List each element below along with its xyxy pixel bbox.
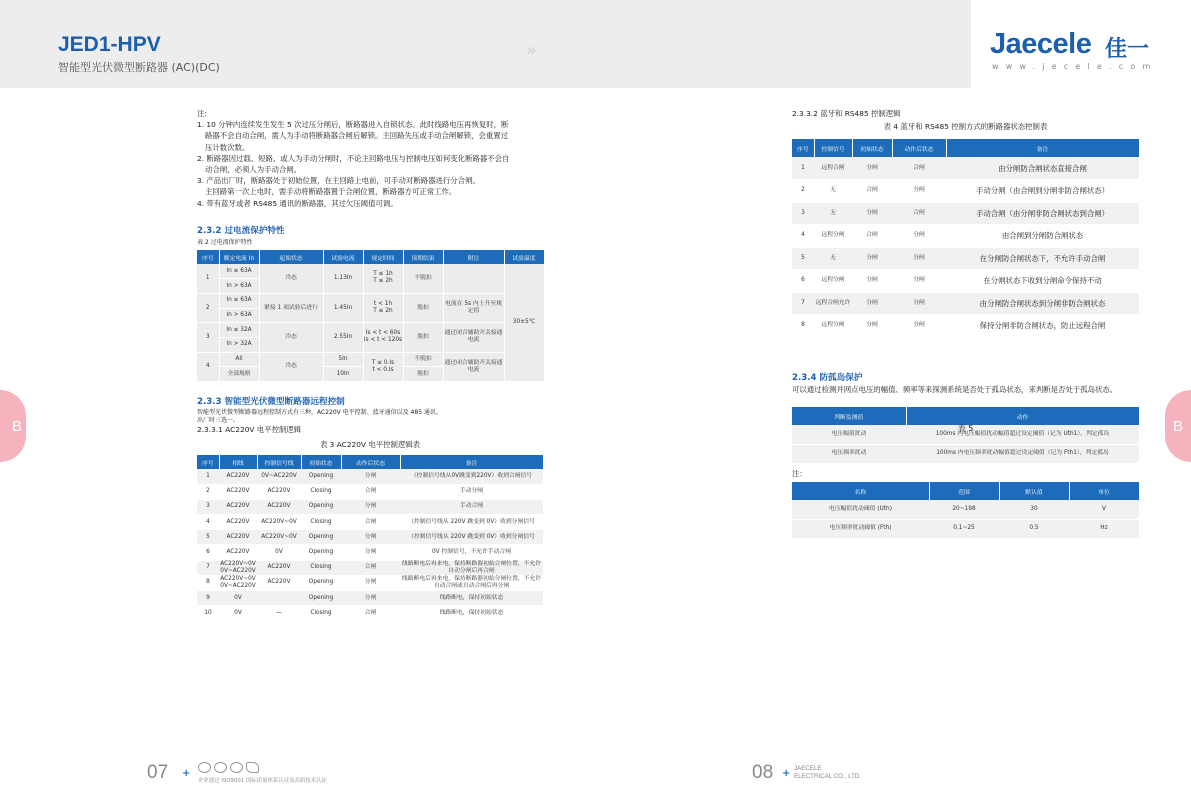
table-cell: 0V	[219, 606, 257, 621]
table-cell: 9	[197, 591, 219, 606]
section-heading-233: 2.3.3 智能型光伏微型断路器远程控制	[197, 397, 345, 407]
table-cell: 4	[792, 225, 814, 248]
table-2-caption: 表 2 过电流保护特性	[197, 239, 253, 246]
table-row: 1 In ≤ 63A 冷态 1.13In T ≤ 1h T ≤ 2h 不脱扣 30±5℃	[197, 264, 544, 279]
table-cell: 分闸	[852, 292, 892, 315]
column-header: 范围	[929, 482, 999, 500]
table-cell: 30	[999, 500, 1069, 519]
column-header: 初始状态	[852, 139, 892, 157]
table-row	[197, 575, 543, 590]
note-line: 1. 10 分钟内连续发生发生 5 次过压分闸后，断路器进入自锁状态。此时线路电压再恢复时，断	[197, 120, 509, 130]
table-cell: 合闸	[341, 606, 400, 621]
column-header: 备注	[946, 139, 1139, 157]
table-cell: AC220V	[219, 469, 257, 484]
product-title: JED1-HPV	[58, 33, 161, 56]
note-line: 2. 断路器因过载、短路、或人为手动分闸时，不论主回路电压与控制电压如何变化断路器不会自	[197, 153, 510, 163]
page-number-right: 08	[752, 762, 774, 783]
table-cell: （控制信号线从 220V 跳变到 0V）收到分闸信号	[400, 515, 543, 530]
table-row	[792, 500, 1139, 519]
table-cell: AC220V	[257, 484, 301, 499]
table-cell: AC220V~0V 0V~AC220V	[220, 560, 256, 574]
table-cell: 6	[197, 545, 219, 560]
notes-block	[197, 108, 547, 209]
table-cell: 分闸	[892, 247, 946, 270]
table-row	[197, 499, 543, 514]
table-row: 2 In ≤ 63A 紧接 1 项试验后进行 1.45In t < 1h T ≤ 2h 脱扣 电流在 5s 内上升至规定值	[197, 293, 544, 308]
table-cell: AC220V	[219, 545, 257, 560]
table-cell: AC220V	[257, 499, 301, 514]
table-cell: 分闸	[341, 591, 400, 606]
table-cell: AC220V	[257, 575, 301, 590]
subsection-heading-2331: 2.3.3.1 AC220V 电平控制逻辑	[197, 425, 302, 434]
table-cell: 7	[197, 560, 219, 575]
column-header: 初始状态	[301, 455, 341, 469]
table-row	[197, 606, 543, 621]
table-cell: 分闸	[892, 225, 946, 248]
table-cell: 4	[197, 515, 219, 530]
table-cell: 分闸	[852, 202, 892, 225]
table-4-caption: 表 4 蓝牙和 RS485 控制方式的断路器状态控制表	[883, 122, 1048, 131]
table-cell: Hz	[1069, 519, 1139, 538]
table-cell	[257, 591, 301, 606]
column-header: 试验电流	[323, 250, 363, 264]
table-row	[792, 292, 1139, 315]
table-cell: 由分闸防合闸状态到分闸非防合闸状态	[946, 292, 1139, 315]
table-cell: 0V 控制信号，不允许手动合闸	[400, 545, 543, 560]
table-cell: 8	[197, 575, 219, 590]
table-row	[792, 157, 1139, 180]
table-cell: Opening	[301, 499, 341, 514]
column-header: 序号	[792, 139, 814, 157]
section-233-desc: 出厂时三选一。	[197, 417, 240, 424]
certification-icons	[198, 762, 259, 773]
table-cell: AC220V	[219, 484, 257, 499]
table-cell: AC220V	[219, 530, 257, 545]
column-header: 额定电流 In	[219, 250, 259, 264]
table-row	[792, 270, 1139, 293]
notes-heading: 注：	[792, 469, 807, 478]
table-cell: 分闸	[892, 180, 946, 203]
brand-url: www.jecele.com	[992, 62, 1158, 71]
table-row	[792, 225, 1139, 248]
section-heading-234: 2.3.4 防孤岛保护	[792, 373, 863, 383]
table-cell: 分闸	[341, 530, 400, 545]
test-temperature: 30±5℃	[504, 264, 544, 382]
table-cell: 线路断电，保持初始状态	[400, 606, 543, 621]
plus-icon: +	[182, 768, 191, 779]
table-cell: 保持分闸非防合闸状态，防止远程合闸	[946, 315, 1139, 338]
leaf-icon	[246, 762, 259, 773]
table-cell: Opening	[301, 469, 341, 484]
note-line: 4. 带有蓝牙或者 RS485 通讯的断路器，其过欠压阈值可调。	[197, 198, 398, 208]
table-cell: 分闸	[892, 315, 946, 338]
brand-logo: Jaecele	[990, 28, 1092, 60]
table-cell: 手动合闸（由分闸非防合闸状态到合闸）	[946, 202, 1139, 225]
table-cell: 远程合闸允许	[814, 292, 852, 315]
table-cell: 5	[792, 247, 814, 270]
table-cell: 在分闸状态下收到分闸命令保持不动	[946, 270, 1139, 293]
table-cell: 20~198	[929, 500, 999, 519]
table-cell: 10	[197, 606, 219, 621]
table-row	[792, 180, 1139, 203]
plus-icon: +	[782, 768, 791, 779]
table-cell: Opening	[301, 545, 341, 560]
table-cell: 1	[792, 157, 814, 180]
table-cell: 合闸	[852, 180, 892, 203]
page-number-left: 07	[147, 762, 169, 783]
table-row	[197, 545, 543, 560]
table-cell: 手动分闸	[400, 484, 543, 499]
table-cell: Closing	[301, 606, 341, 621]
chevron-right-icon: »	[526, 40, 534, 61]
column-header: 控制信号	[814, 139, 852, 157]
table-cell: Closing	[301, 484, 341, 499]
table-cell: 2	[197, 484, 219, 499]
table-cell: 合闸	[341, 515, 400, 530]
note-line: 3. 产品出厂时，断路器处于初始位置，在主回路上电前，可手动对断路器进行分合闸。	[197, 176, 480, 186]
section-tab-left: B	[0, 390, 26, 462]
table-cell: AC220V~0V	[257, 515, 301, 530]
note-line: 主回路第一次上电时，需手动将断路器置于合闸位置，断路器方可正常工作。	[205, 187, 457, 197]
product-subtitle: 智能型光伏微型断路器 (AC)(DC)	[58, 61, 220, 74]
note-line: 路器不会自动合闸，需人为手动将断路器合闸后解锁。主回路失压或手动合闸解锁，会重置过	[205, 131, 509, 141]
column-header: 附注	[443, 250, 504, 264]
table-row	[197, 530, 543, 545]
table-cell: 线路断电后再来电，保持断路器初始分闸位置，不允许自动合闸或自动合闸后再分闸	[401, 575, 542, 589]
table-cell: AC220V	[257, 560, 301, 575]
table-cell: 分闸	[341, 545, 400, 560]
table-cell: AC220V~0V 0V~AC220V	[220, 575, 256, 589]
table-cell: 分闸	[852, 157, 892, 180]
ccc-icon	[230, 762, 243, 773]
table-cell: AC220V	[219, 499, 257, 514]
table-cell: 在分闸防合闸状态下，不允许手动合闸	[946, 247, 1139, 270]
table-cell: 分闸	[852, 270, 892, 293]
table-cell: 线路断电，保持初始状态	[400, 591, 543, 606]
company-name: JAECELE ELECTRICAL CO., LTD.	[794, 765, 862, 780]
table-cell: 电压频率扰动阈值 (Fth)	[792, 519, 929, 538]
notes-heading: 注:	[197, 109, 207, 118]
column-header: 相线	[219, 455, 257, 469]
table-cell: 6	[792, 270, 814, 293]
column-header: 序号	[197, 250, 219, 264]
table-cell: 手动合闸	[400, 499, 543, 514]
table-cell: V	[1069, 500, 1139, 519]
table-cell: Closing	[301, 560, 341, 575]
column-header: 起始状态	[259, 250, 323, 264]
table-cell: 1	[197, 469, 219, 484]
column-header: 控制信号线	[257, 455, 301, 469]
note-line: 动合闸，必须人为手动合闸。	[205, 165, 302, 175]
table-cell: 由合闸到分闸防合闸状态	[946, 225, 1139, 248]
table-cell: 无	[814, 202, 852, 225]
table-row	[197, 591, 543, 606]
table-cell: 3	[792, 202, 814, 225]
table-row	[792, 519, 1139, 538]
table-cell: 电压幅值扰动阈值 (Uth)	[792, 500, 929, 519]
table-cell: 电压幅值扰动	[792, 425, 906, 444]
table-cell: Closing	[301, 515, 341, 530]
table-cell: 线路断电后再来电，保持断路器初始合闸位置，不允许自动分闸后再合闸	[401, 560, 542, 574]
table-cell: 0V~AC220V	[257, 469, 301, 484]
table-cell: 合闸	[341, 560, 400, 575]
table-cell: 8	[792, 315, 814, 338]
table-cell: 远程分闸	[814, 225, 852, 248]
table-cell: 无	[814, 247, 852, 270]
column-header: 默认值	[999, 482, 1069, 500]
column-header: 序号	[197, 455, 219, 469]
header-right-band	[596, 0, 971, 88]
section-heading-232: 2.3.2 过电流保护特性	[197, 226, 285, 236]
table-row	[792, 444, 1139, 463]
table-row: 4 All 冷态 5In T ≤ 0.Is t < 0.Is 不脱扣 通过闭合辅助开关接通电流	[197, 352, 544, 367]
brand-logo-cn: 佳一	[1105, 37, 1150, 62]
table-cell: （控制信号线从 220V 跳变到 0V）收到分闸信号	[400, 530, 543, 545]
table-cell: 分闸	[341, 469, 400, 484]
column-header: 判断监测值	[792, 407, 906, 425]
table-cell: 远程分闸	[814, 315, 852, 338]
table-cell: AC220V~0V	[257, 530, 301, 545]
table-cell: 100ms 内电压频率扰动幅值超过设定阈值（记为 Fth1），判定孤岛	[906, 444, 1139, 463]
ce-icon	[214, 762, 227, 773]
table-row	[792, 202, 1139, 225]
section-tab-right: B	[1165, 390, 1191, 462]
subsection-heading-2332: 2.3.3.2 蓝牙和 RS485 控制逻辑	[792, 109, 901, 118]
certification-text: 企业通过 ISO9001 国际质量体系认证及高新技术认证	[198, 778, 327, 784]
table-cell: 合闸	[852, 225, 892, 248]
table-cell: AC220V	[219, 515, 257, 530]
column-header: 动作	[906, 407, 1139, 425]
column-header: 规定时间	[363, 250, 403, 264]
table-cell: 由分闸防合闸状态直接合闸	[946, 157, 1139, 180]
table-cell: 分闸	[852, 315, 892, 338]
table-row	[792, 315, 1139, 338]
table-row	[197, 469, 543, 484]
column-header: 动作后状态	[892, 139, 946, 157]
table-cell: 合闸	[892, 157, 946, 180]
table-cell: 分闸	[341, 575, 400, 590]
column-header: 预期结果	[403, 250, 443, 264]
table-3-ac220v	[197, 455, 544, 621]
table-row: 3 In ≤ 32A 冷态 2.55In Is < t < 60s Is < t < 120s 脱扣 通过闭合辅助开关接通电流	[197, 323, 544, 338]
table-cell: （控制信号线从0V跳变到220V）收到合闸信号	[400, 469, 543, 484]
table-6-thresholds	[792, 482, 1140, 539]
table-cell: 电压频率扰动	[792, 444, 906, 463]
table-5-caption: 表 5	[957, 424, 974, 433]
table-cell: 2	[792, 180, 814, 203]
column-header: 名称	[792, 482, 929, 500]
table-row	[197, 560, 543, 575]
table-cell: 分闸	[892, 292, 946, 315]
table-cell: Opening	[301, 575, 341, 590]
table-cell: 分闸	[341, 499, 400, 514]
table-cell: 手动分闸（由合闸到分闸非防合闸状态）	[946, 180, 1139, 203]
table-cell: 无	[814, 180, 852, 203]
table-cell: Opening	[301, 530, 341, 545]
table-row	[197, 515, 543, 530]
table-cell: 0V	[257, 545, 301, 560]
table-cell: Opening	[301, 591, 341, 606]
column-header: 动作后状态	[341, 455, 400, 469]
table-cell: 3	[197, 499, 219, 514]
section-234-desc: 可以通过检测并网点电压的幅值、频率等来探测系统是否处于孤岛状态，来判断是否处于孤岛状态。	[792, 385, 1118, 394]
table-cell: 5	[197, 530, 219, 545]
column-header: 备注	[400, 455, 543, 469]
table-cell: —	[257, 606, 301, 621]
table-cell: 0.1~25	[929, 519, 999, 538]
table-cell: 100ms 内电压幅值扰动幅值超过设定阈值（记为 Uth1），判定孤岛	[906, 425, 1139, 444]
table-2-overcurrent: 序号 额定电流 In 起始状态 试验电流 规定时间 预期结果 附注 试验温度 1 In ≤ 63A 冷态 1.13In T ≤ 1h T ≤ 2h 不脱扣 30±5℃ In > 63A 2 In ≤ 63A 紧接 1 项试验后进行 1.45In t < 1h T ≤ 2h 脱扣 电流在 5s 内上升至规定值 In > 63A 3 In ≤ 32A 冷态 2.55In Is < t < 60s Is < t < 120s 脱扣 通过闭合辅助开关接通电流 In > 32A 4 All 冷态 5In T ≤ 0.Is t < 0.Is 不脱扣 通过闭合辅助开关接通电流 全部规格 10In 脱扣	[197, 250, 545, 382]
column-header: 单位	[1069, 482, 1139, 500]
table-cell: 合闸	[892, 202, 946, 225]
table-row	[792, 247, 1139, 270]
cqc-icon	[198, 762, 211, 773]
table-cell: 7	[792, 292, 814, 315]
table-cell: 0V	[219, 591, 257, 606]
table-cell: 分闸	[852, 247, 892, 270]
table-4-bluetooth-rs485	[792, 139, 1140, 338]
note-line: 压计数次数。	[205, 142, 250, 152]
section-233-desc: 智能型光伏微型断路器远程控制方式有三种，AC220V 电平控制、蓝牙通信以及 485 通讯。	[197, 409, 442, 416]
table-cell: 合闸	[341, 484, 400, 499]
table-3-caption: 表 3 AC220V 电平控制逻辑表	[319, 440, 421, 449]
table-cell: 分闸	[892, 270, 946, 293]
header-left-band	[0, 0, 596, 88]
table-cell: 远程分闸	[814, 270, 852, 293]
column-header: 试验温度	[504, 250, 544, 264]
table-row	[197, 484, 543, 499]
table-cell: 0.5	[999, 519, 1069, 538]
table-5-islanding	[792, 407, 1140, 464]
table-cell: 远程合闸	[814, 157, 852, 180]
